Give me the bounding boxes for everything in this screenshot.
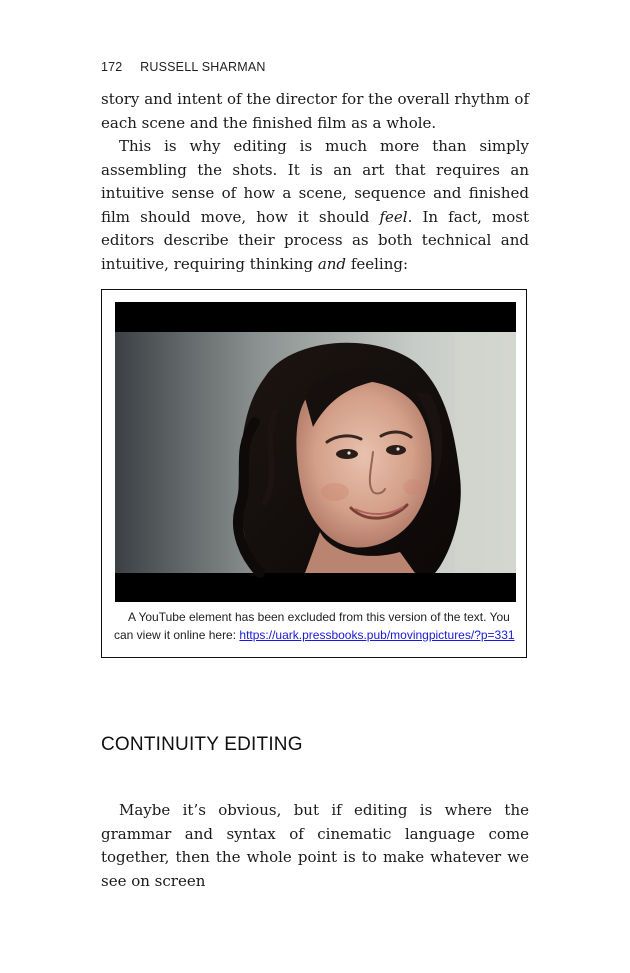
running-head-author: RUSSELL SHARMAN [140, 60, 266, 74]
video-figure [101, 289, 527, 658]
video-still-image [115, 302, 516, 602]
video-still-illustration [115, 302, 516, 602]
paragraph-text: feeling: [346, 254, 409, 273]
emphasis-feel: feel [379, 207, 408, 226]
figure-caption [114, 608, 516, 644]
paragraph-continuity: Maybe it’s obvious, but if editing is where the grammar and syntax of cinematic language come together, then the whole point is to make whatever we see on screen [101, 801, 529, 890]
body-text-bottom [101, 799, 529, 893]
page-number: 172 [101, 60, 123, 74]
paragraph-text: . In fact, most editors describe their process as both technical and intuitive, requiring thinking [101, 207, 529, 273]
paragraph-editing-art [101, 135, 529, 276]
running-head [101, 60, 266, 74]
video-link[interactable]: https://uark.pressbooks.pub/movingpictures/?p=331 [239, 628, 515, 642]
caption-text: A YouTube element has been excluded from this version of the text. You can view it online here: [114, 610, 510, 642]
paragraph-continued: story and intent of the director for the overall rhythm of each scene and the finished film as a whole. [101, 90, 529, 132]
emphasis-and: and [317, 254, 347, 273]
paragraph-text: This is why editing is much more than simply assembling the shots. It is an art that requires an intuitive sense of how a scene, sequence and finished film should move, how it should [101, 137, 529, 226]
section-heading: CONTINUITY EDITING [101, 734, 303, 755]
body-text-top [101, 88, 529, 276]
